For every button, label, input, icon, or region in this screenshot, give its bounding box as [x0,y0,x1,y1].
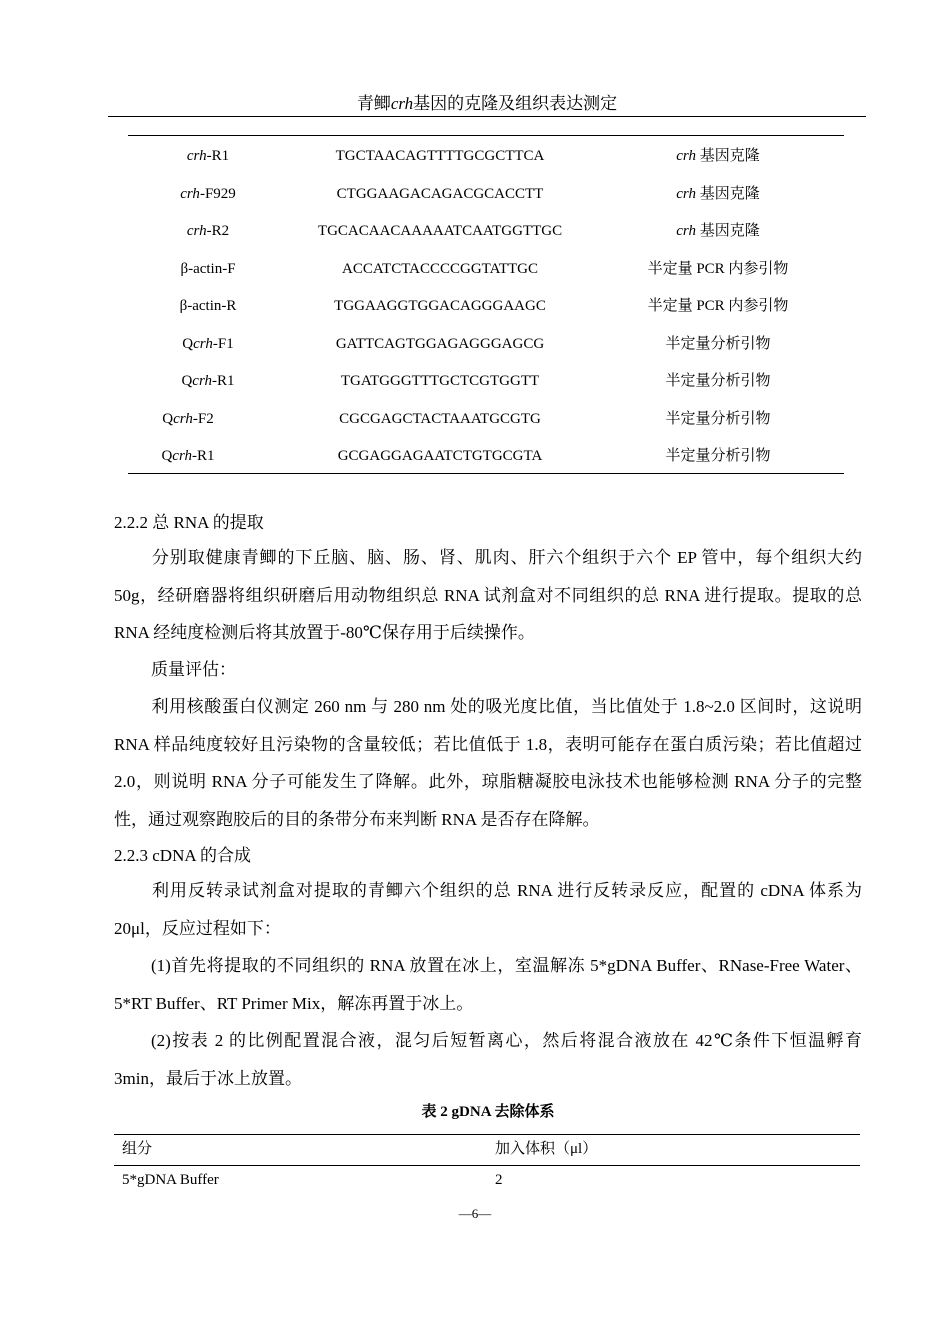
section-2-2-2-paragraph-1: 分别取健康青鲫的下丘脑、脑、肠、肾、肌肉、肝六个组织于六个 EP 管中，每个组织大约 50g，经研磨器将组织研磨后用动物组织总 RNA 试剂盒对不同组织的总 RNA 进行提取。提取的总 RNA 经纯度检测后将其放置于-80℃保存用于后续操作。 [114,548,862,642]
primer-table-row [128,438,844,475]
primer-use: 半定量 PCR 内参引物 [647,298,789,314]
primer-sequence: ACCATCTACCCCGGTATTGC [342,260,538,277]
table-2-header-rule [114,1165,860,1166]
primer-name: crh-R2 [186,223,230,239]
header-rule [108,116,866,117]
section-2-2-2-heading: 2.2.2 总 RNA 的提取 [114,513,264,532]
primer-sequence: CTGGAAGACAGACGCACCTT [336,185,544,202]
section-2-2-2-paragraph-3: 利用核酸蛋白仪测定 260 nm 与 280 nm 处的吸光度比值，当比值处于 1.8~2.0 区间时，这说明 RNA 样品纯度较好且污染物的含量较低；若比值低于 1.8，表明可能存在蛋白质污染；若比值超过 2.0，则说明 RNA 分子可能发生了降解。此外，琼脂糖凝胶电泳技术也能够检测 RNA 分子的完整性，通过观察跑胶后的目的条带分布来判断 RNA 是否存在降解。 [114,697,862,829]
primer-sequence: TGGAAGGTGGACAGGGAAGC [334,298,546,314]
section-2-2-2-paragraph-2: 质量评估： [151,660,236,679]
page-number: —6— [458,1206,492,1221]
primer-table-row [128,326,844,363]
primer-name: β-actin-F [180,260,236,277]
section-2-2-3-paragraph-2: (1)首先将提取的不同组织的 RNA 放置在冰上，室温解冻 5*gDNA Buffer、RNase-Free Water、5*RT Buffer、RT Primer Mix，解冻再置于冰上。 [114,956,862,1013]
primer-use: 半定量分析引物 [665,448,771,464]
primer-sequence: GCGAGGAGAATCTGTGCGTA [337,448,543,464]
primer-name: crh-F929 [180,185,236,202]
primer-sequence: TGCACAACAAAAATCAATGGTTGC [317,223,563,239]
primer-name: crh-R1 [186,148,230,164]
primer-use: crh 基因克隆 [676,148,760,164]
primer-sequence: TGATGGGTTTGCTCGTGGTT [340,373,540,389]
table-2-header-component: 组分 [122,1141,153,1157]
primer-table-row [128,213,844,250]
primer-table-row [128,251,844,288]
primer-table-bottom-rule [128,473,844,474]
primer-use: 半定量分析引物 [665,373,771,389]
primer-use: crh 基因克隆 [676,185,760,202]
primer-name: Qcrh-R1 [181,373,235,389]
primer-table-row [128,363,844,400]
header-title-post: 基因的克隆及组织表达测定 [413,94,618,113]
primer-table-row [128,176,844,213]
primer-table-row [128,138,844,175]
primer-table-row [128,401,844,438]
primer-name: β-actin-R [179,298,237,314]
header-title-italic: crh [390,94,414,113]
primer-table-row [128,288,844,325]
running-header [108,92,866,116]
section-2-2-3-paragraph-1: 利用反转录试剂盒对提取的青鲫六个组织的总 RNA 进行反转录反应，配置的 cDNA 体系为 20μl，反应过程如下： [114,881,862,938]
table-2-cell-component: 5*gDNA Buffer [122,1172,219,1188]
primer-use: 半定量分析引物 [665,335,771,352]
primer-table-top-rule [128,135,844,136]
table-2-header-volume: 加入体积（μl） [495,1141,598,1157]
header-title-pre: 青鲫 [356,94,391,113]
primer-use: 半定量分析引物 [665,410,771,427]
primer-name: Qcrh-F1 [182,335,234,352]
primer-sequence: TGCTAACAGTTTTGCGCTTCA [335,148,545,164]
primer-sequence: GATTCAGTGGAGAGGGAGCG [335,335,545,352]
table-2-top-rule [114,1134,860,1135]
primer-use: 半定量 PCR 内参引物 [647,260,789,277]
primer-sequence: CGCGAGCTACTAAATGCGTG [339,410,541,427]
table-2-cell-volume: 2 [495,1172,503,1188]
primer-name: Qcrh-F2 [162,410,214,427]
primer-use: crh 基因克隆 [676,223,760,239]
primer-name: Qcrh-R1 [161,448,215,464]
section-2-2-3-paragraph-3: (2)按表 2 的比例配置混合液，混匀后短暂离心，然后将混合液放在 42℃条件下恒温孵育 3min，最后于冰上放置。 [114,1031,862,1088]
section-2-2-3-heading: 2.2.3 cDNA 的合成 [114,846,251,865]
table-2-caption: 表 2 gDNA 去除体系 [421,1104,555,1120]
